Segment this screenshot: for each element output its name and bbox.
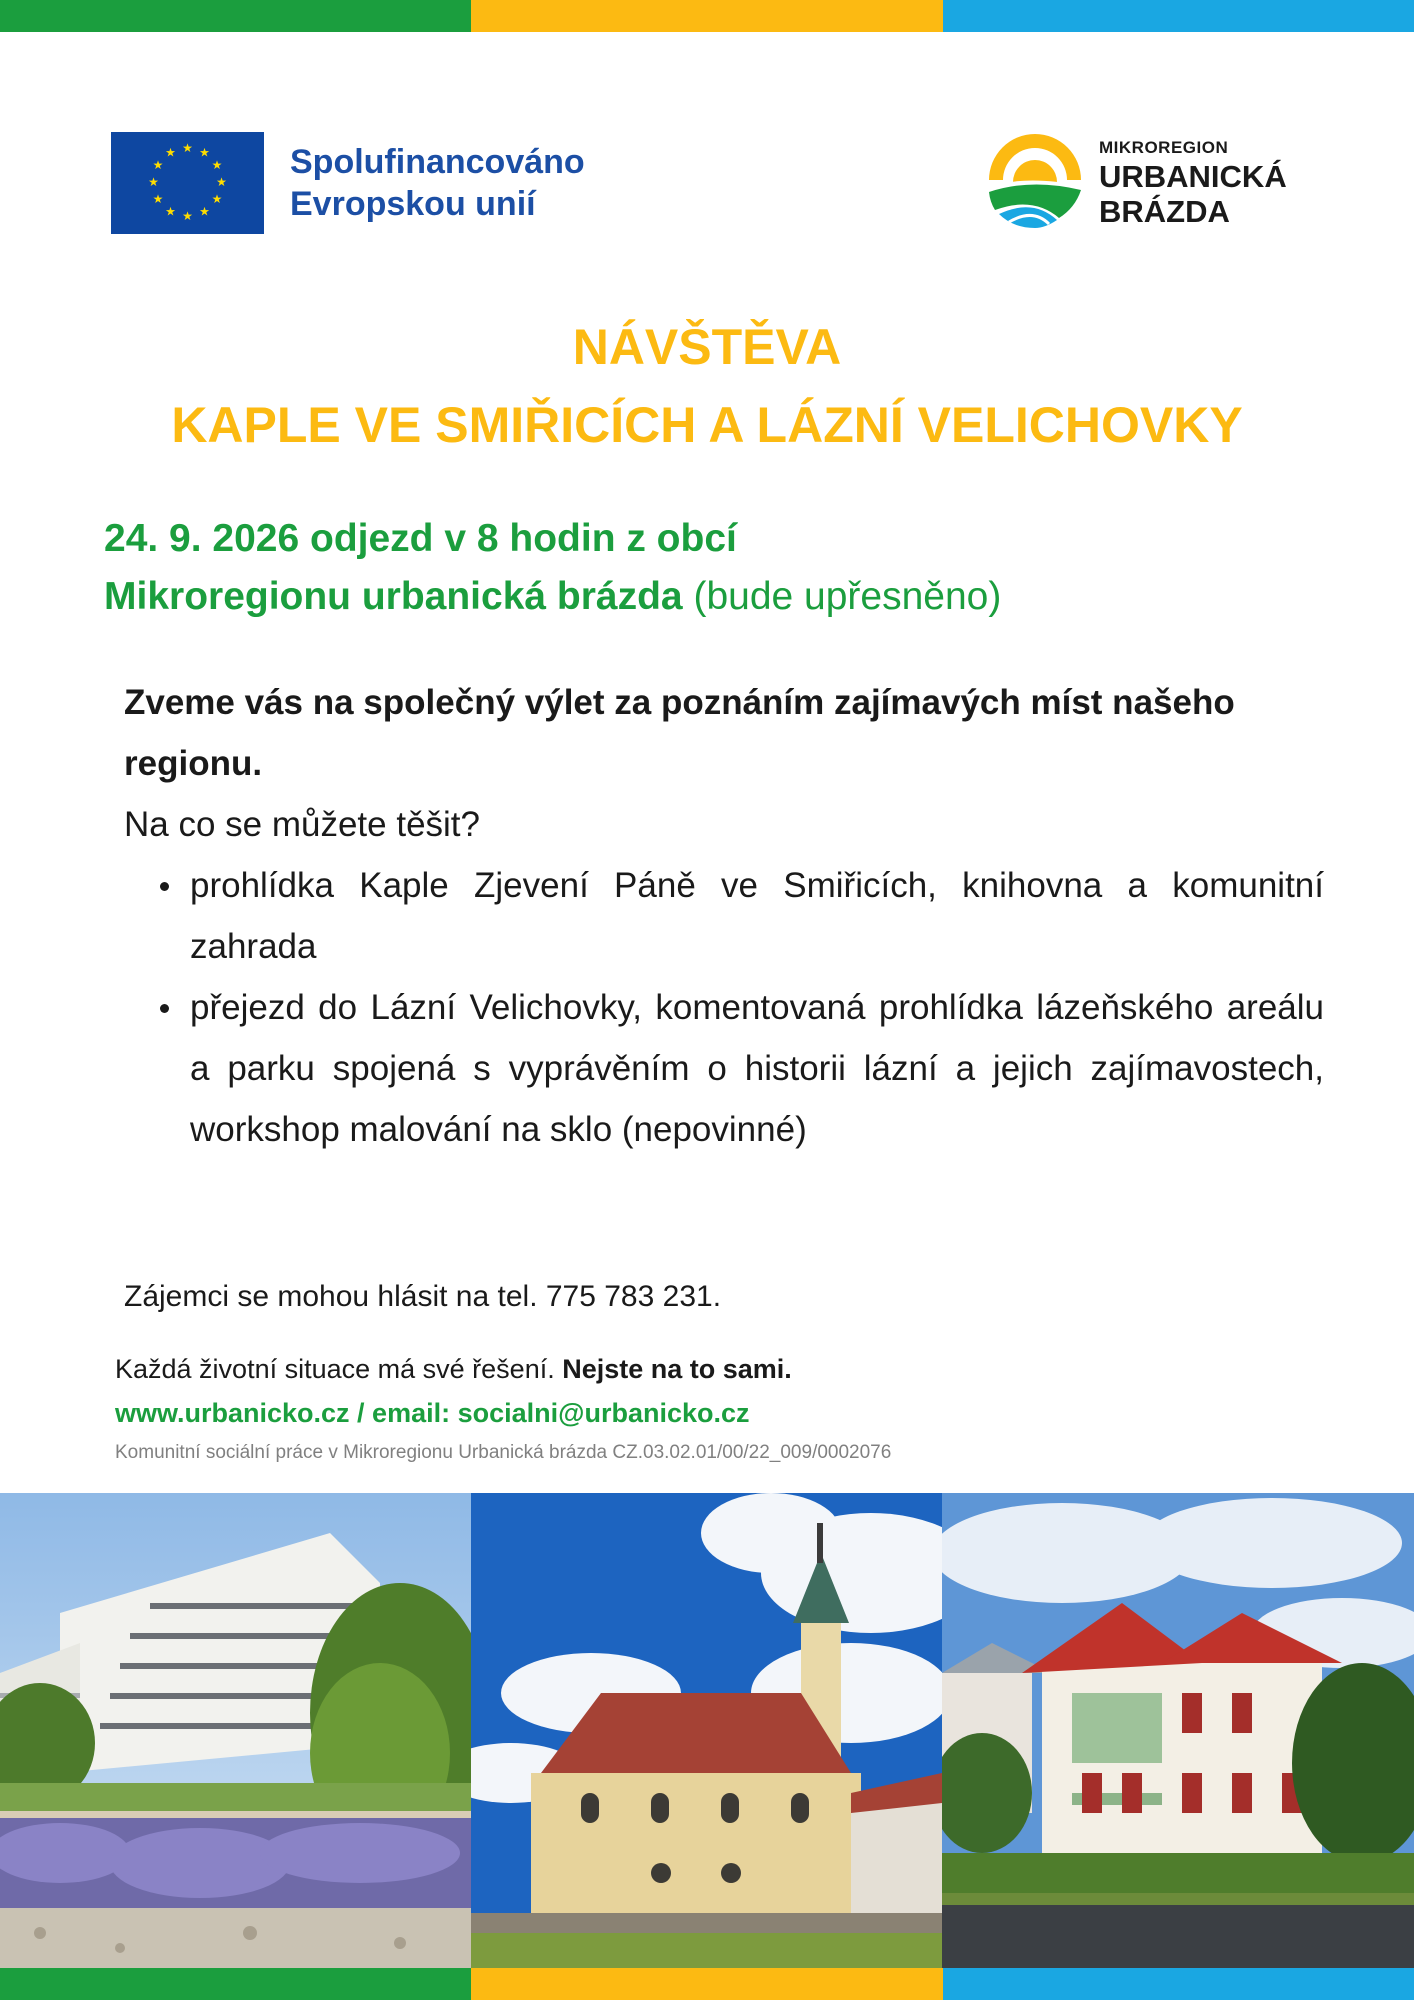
- svg-text:★: ★: [182, 141, 193, 155]
- footer-project-id: Komunitní sociální práce v Mikroregionu Urbanická brázda CZ.03.02.01/00/22_009/0002076: [115, 1442, 892, 1463]
- eu-logo-line2: Evropskou unií: [290, 185, 536, 223]
- svg-text:★: ★: [211, 192, 223, 206]
- svg-text:★: ★: [199, 145, 210, 160]
- footer-tagline-bold: Nejste na to sami.: [562, 1354, 792, 1384]
- title-line2: KAPLE VE SMIŘICÍCH A LÁZNÍ VELICHOVKY: [171, 397, 1243, 453]
- page-title: [0, 308, 1414, 464]
- svg-text:★: ★: [148, 175, 159, 189]
- invitation-lead: Zveme vás na společný výlet za poznáním zajímavých míst našeho regionu.: [124, 683, 1235, 783]
- contact-line: Zájemci se mohou hlásit na tel. 775 783 231.: [124, 1280, 722, 1313]
- event-origin-note: (bude upřesněno): [682, 575, 1002, 618]
- svg-text:★: ★: [165, 145, 176, 160]
- svg-text:★: ★: [182, 209, 193, 223]
- sun-fields-logo: [983, 128, 1087, 237]
- program-item: přejezd do Lázní Velichovky, komentovaná prohlídka lázeňského areálu a parku spojená s vyprávěním o historii lázní a jejich zajímavostech, workshop malování na sklo (nepovinné): [190, 977, 1324, 1160]
- invitation-question: Na co se můžete těšit?: [124, 805, 480, 844]
- svg-text:★: ★: [199, 204, 210, 219]
- mikroregion-name-line1: URBANICKÁ: [1099, 158, 1287, 194]
- event-date-block: [104, 510, 1001, 626]
- stripe-yellow: [471, 1968, 942, 2000]
- mikroregion-name-line2: BRÁZDA: [1099, 193, 1230, 229]
- stripe-green: [0, 0, 471, 32]
- invitation-body: [124, 672, 1324, 1160]
- stripe-green: [0, 1968, 471, 2000]
- svg-text:★: ★: [152, 192, 164, 206]
- top-color-stripe: [0, 0, 1414, 32]
- stripe-blue: [943, 0, 1414, 32]
- svg-text:★: ★: [152, 158, 164, 172]
- photo-spa-hotel: [0, 1493, 471, 1968]
- eu-flag-icon: [111, 132, 264, 234]
- svg-text:★: ★: [211, 158, 223, 172]
- eu-cofinancing-logo: [111, 132, 585, 234]
- footer-tagline: [115, 1347, 891, 1391]
- stripe-yellow: [471, 0, 942, 32]
- footer-info: [115, 1347, 891, 1471]
- photo-strip: [0, 1493, 1414, 1968]
- mikroregion-logo: [983, 128, 1287, 237]
- title-line1: NÁVŠTĚVA: [572, 319, 842, 375]
- photo-villa: [942, 1493, 1414, 1968]
- eu-logo-line1: Spolufinancováno: [290, 143, 585, 181]
- event-date-line1: 24. 9. 2026 odjezd v 8 hodin z obcí: [104, 517, 737, 560]
- svg-text:★: ★: [216, 175, 227, 189]
- footer-web-email[interactable]: www.urbanicko.cz / email: socialni@urbanicko.cz: [115, 1398, 750, 1428]
- footer-tagline-normal: Každá životní situace má své řešení.: [115, 1354, 563, 1384]
- program-item: prohlídka Kaple Zjevení Páně ve Smiřicích, knihovna a komunitní zahrada: [190, 855, 1324, 977]
- stripe-blue: [943, 1968, 1414, 2000]
- event-origin-bold: Mikroregionu urbanická brázda: [104, 575, 683, 618]
- program-list: [124, 855, 1324, 1160]
- eu-logo-text: [290, 141, 585, 225]
- svg-text:★: ★: [165, 204, 176, 219]
- photo-chapel: [471, 1493, 942, 1968]
- mikroregion-small-label: MIKROREGION: [1099, 137, 1229, 157]
- bottom-color-stripe: [0, 1968, 1414, 2000]
- mikroregion-logo-text: [1099, 137, 1287, 229]
